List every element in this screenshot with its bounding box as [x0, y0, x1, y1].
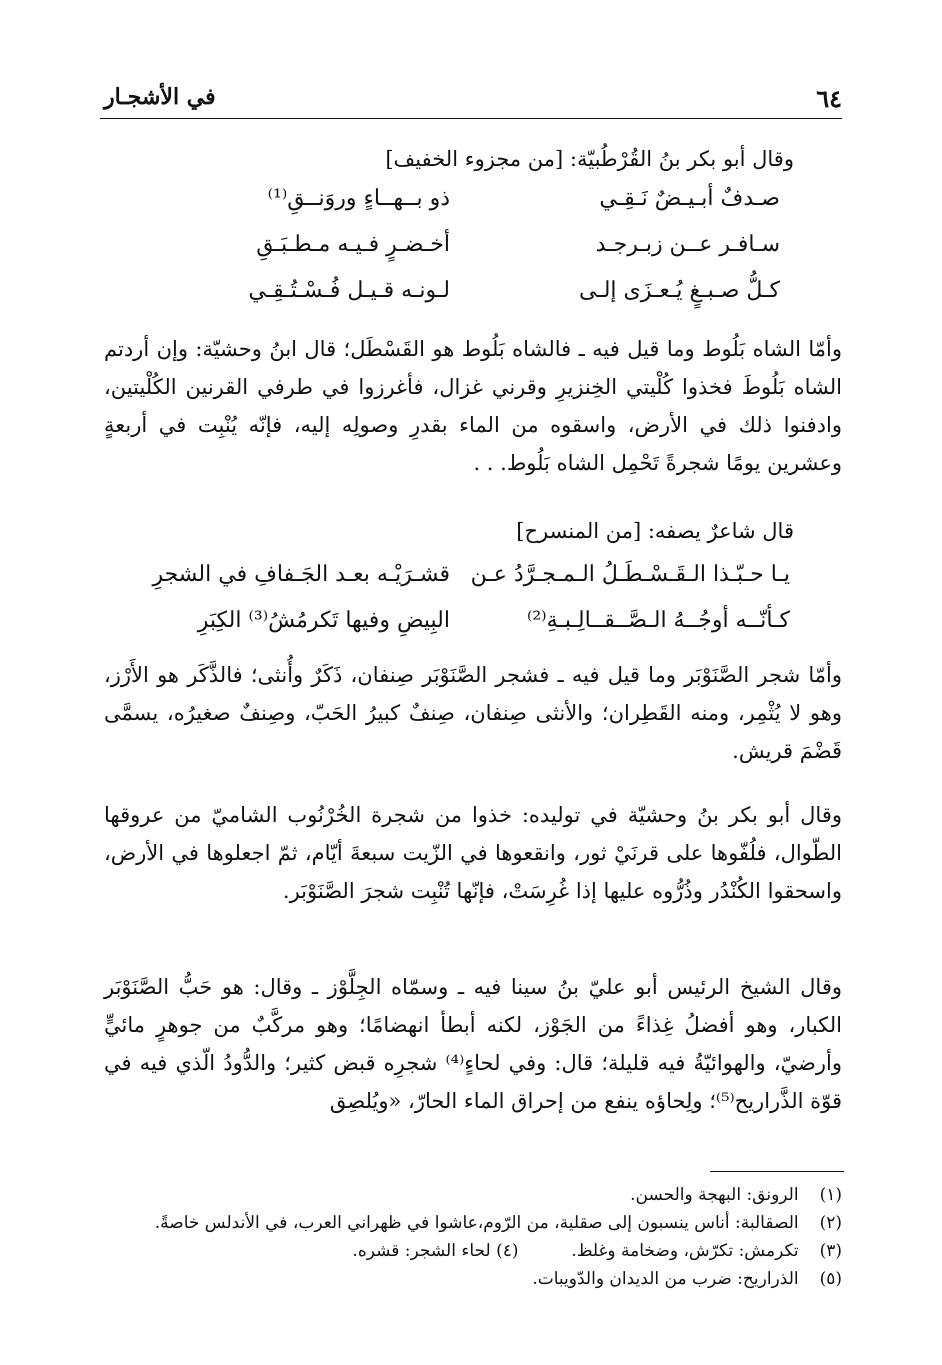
footnote — [104, 1181, 842, 1209]
footnote-number: (٣) — [819, 1241, 842, 1261]
paragraph-text: وقال الشيخ الرئيس أبو عليّ بنُ سينا فيه ـ وسمّاه الجِلَّوْز ـ وقال: هو حَبُّ الصَّنَوْبَر الكبار، وهو أفضلُ غِذاءً من الجَوْز، لكنه أبطأ انهضامًا؛ وهو مركَّبٌ من جوهرٍ مائيٍّ وأرضيّ، والهوائيّةُ فيه قليلة؛ قال: وفي لحاءٍ⁽⁴⁾ شجرِه قبض كثير؛ والدُّودُ الّذي فيه في قوّة الذَّراريح⁽⁵⁾؛ ولِحاؤه ينفع من إحراق الماء الحارّ، «ويُلصِق — [104, 975, 842, 1113]
verse-first-hemistich: صـدفٌ أبـيـضٌ نَـقِـي — [599, 186, 780, 211]
footnote — [104, 1209, 842, 1237]
poem-intro-1 — [104, 140, 842, 178]
poem-1 — [104, 186, 842, 324]
verse-first-hemistich: سـافـر عــن زبـرجـد — [595, 232, 780, 257]
footnote — [104, 1265, 842, 1293]
verse-first-hemistich: كـأنّــه أوجُــهُ الـصَّــقــالِـبـةِ⁽²⁾ — [526, 608, 790, 633]
verse-line — [104, 232, 842, 278]
verse-line — [104, 562, 842, 608]
page-header — [104, 84, 842, 114]
paragraph-text: وأمّا شجر الصَّنَوْبَر وما قيل فيه ـ فشجر الصَّنَوْبَر صِنفان، ذَكَرٌ وأُنثى؛ فالذَّكَر هو الأَرْز، وهو لا يُثْمِر، ومنه القَطِران؛ والأنثى صِنفان، صِنفٌ كبيرُ الحَبّ، وصِنفٌ صغيرُه، يسمَّى قَضْمَ قريش. — [104, 663, 842, 763]
verse-second-hemistich: ذو بــهــاءٍ وروَنــقِ⁽¹⁾ — [267, 186, 450, 211]
paragraph-pine — [104, 656, 842, 770]
intro-text: قال شاعرٌ يصفه: [من المنسرح] — [516, 519, 794, 543]
verse-first-hemistich: كـلُّ صـبـغٍ يُـعـزَى إلـى — [578, 278, 780, 303]
footnote-number: (١) — [819, 1185, 842, 1205]
paragraph-chestnut — [104, 330, 842, 482]
footnote-number: (٥) — [819, 1269, 842, 1289]
verse-second-hemistich: البِيضِ وفيها تَكرمُشُ⁽³⁾ الكِبَرِ — [197, 608, 450, 633]
footnote-text: تكرمش: تكرّش، وضخامة وغلظ. — [571, 1241, 799, 1261]
running-title: في الأشجـار — [104, 84, 216, 110]
footnote-text: الصقالبة: أناس ينسبون إلى صقلية، من الرّوم،عاشوا في ظهراني العرب، في الأندلس خاصةً. — [154, 1213, 799, 1233]
verse-second-hemistich: قشـرَيْـه بعـد الجَـفافِ في الشجرِ — [152, 562, 450, 587]
verse-line — [104, 278, 842, 324]
page-number: ٦٤ — [816, 84, 842, 113]
footnote-pair — [104, 1237, 842, 1265]
poem-2 — [104, 562, 842, 654]
paragraph-ibn-sina — [104, 968, 842, 1120]
paragraph-text: وأمّا الشاه بَلُوط وما قيل فيه ـ فالشاه بَلُوط هو القَسْطَل؛ قال ابنُ وحشيّة: وإن أردتم الشاه بَلُوطَ فخذوا كُلْيتي الخِنزيرِ وقرني غزال، فأغرزوا في طرفي القرنين الكُلْيتين، وادفنوا ذلك في الأرض، واسقوه من الماء بقدرِ وصولِه إليه، فإنّه يُنْبِت في أربعةٍ وعشرين يومًا شجرةً تَحْمِل الشاه بَلُوط. . . — [104, 337, 842, 475]
verse-second-hemistich: أخـضـرٍ فـيـه مـطـبَـقِ — [256, 232, 450, 257]
footnote-text: لحاء الشجر: قشره. — [352, 1241, 491, 1261]
footnote-text: الذراريح: ضرب من الديدان والدّويبات. — [532, 1269, 799, 1289]
footnote-number: (٤) — [496, 1241, 519, 1261]
verse-first-hemistich: يـا حـبّـذا الـقَـسْـطَـلُ الـمـجـرَّدُ عـن — [470, 562, 790, 587]
footnote-number: (٢) — [819, 1213, 842, 1233]
footnotes — [104, 1181, 842, 1293]
verse-line — [104, 186, 842, 232]
verse-line — [104, 608, 842, 654]
poem-intro-2 — [104, 512, 842, 550]
intro-text: وقال أبو بكر بنُ القُرْطُبيّة: [من مجزوء الخفيف] — [385, 147, 794, 171]
paragraph-pine-cultivation — [104, 796, 842, 910]
paragraph-text: وقال أبو بكر بنُ وحشيّة في توليده: خذوا من شجرة الخُرْنُوب الشاميّ من عروقها الطّوال، فلُفّوها على قرنَيْ ثور، وانقعوها في الزّيت سبعةَ أيّام، ثمّ اجعلوها في الأرض، واسحقوا الكُنْدُر وذُرُّوه عليها إذا غُرِسَتْ، فإنّها تُنْبِت شجرَ الصَّنَوْبَر. — [104, 803, 842, 903]
verse-second-hemistich: لـونـه قـيـل فُـسْـتُـقِـي — [248, 278, 450, 303]
footnote-text: الرونق: البهجة والحسن. — [630, 1185, 799, 1205]
footnote-divider — [710, 1171, 844, 1172]
header-divider — [100, 118, 842, 119]
